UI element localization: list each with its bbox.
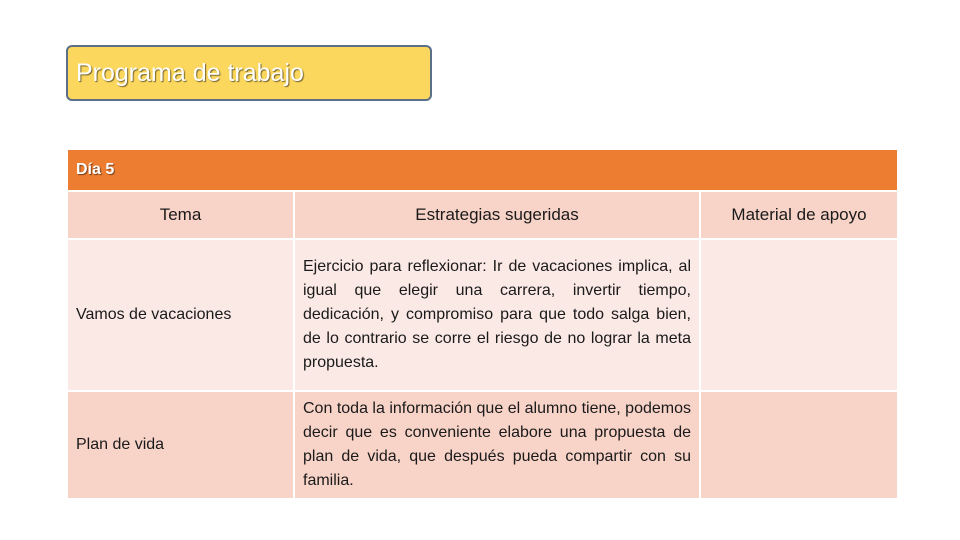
column-header-row (68, 192, 897, 240)
estrategia-cell: Con toda la información que el alumno tiene, podemos decir que es conveniente elabore una propuesta de plan de vida, que después pueda compartir con su familia. (293, 392, 699, 500)
column-header-estrategias: Estrategias sugeridas (293, 192, 699, 240)
page-title: Programa de trabajo (76, 58, 304, 87)
estrategia-cell: Ejercicio para reflexionar: Ir de vacaciones implica, al igual que elegir una carrera, invertir tiempo, dedicación, y compromiso para que todo salga bien, de lo contrario se corre el riesgo de no lograr la meta propuesta. (293, 240, 699, 392)
table-row (68, 392, 897, 500)
tema-cell: Vamos de vacaciones (68, 240, 293, 392)
material-cell (699, 392, 897, 500)
day-label: Día 5 (68, 150, 897, 192)
work-program-table (68, 150, 897, 500)
column-header-tema: Tema (68, 192, 293, 240)
day-header-row (68, 150, 897, 192)
tema-cell: Plan de vida (68, 392, 293, 500)
table-row (68, 240, 897, 392)
material-cell (699, 240, 897, 392)
title-box (66, 45, 432, 101)
column-header-material: Material de apoyo (699, 192, 897, 240)
